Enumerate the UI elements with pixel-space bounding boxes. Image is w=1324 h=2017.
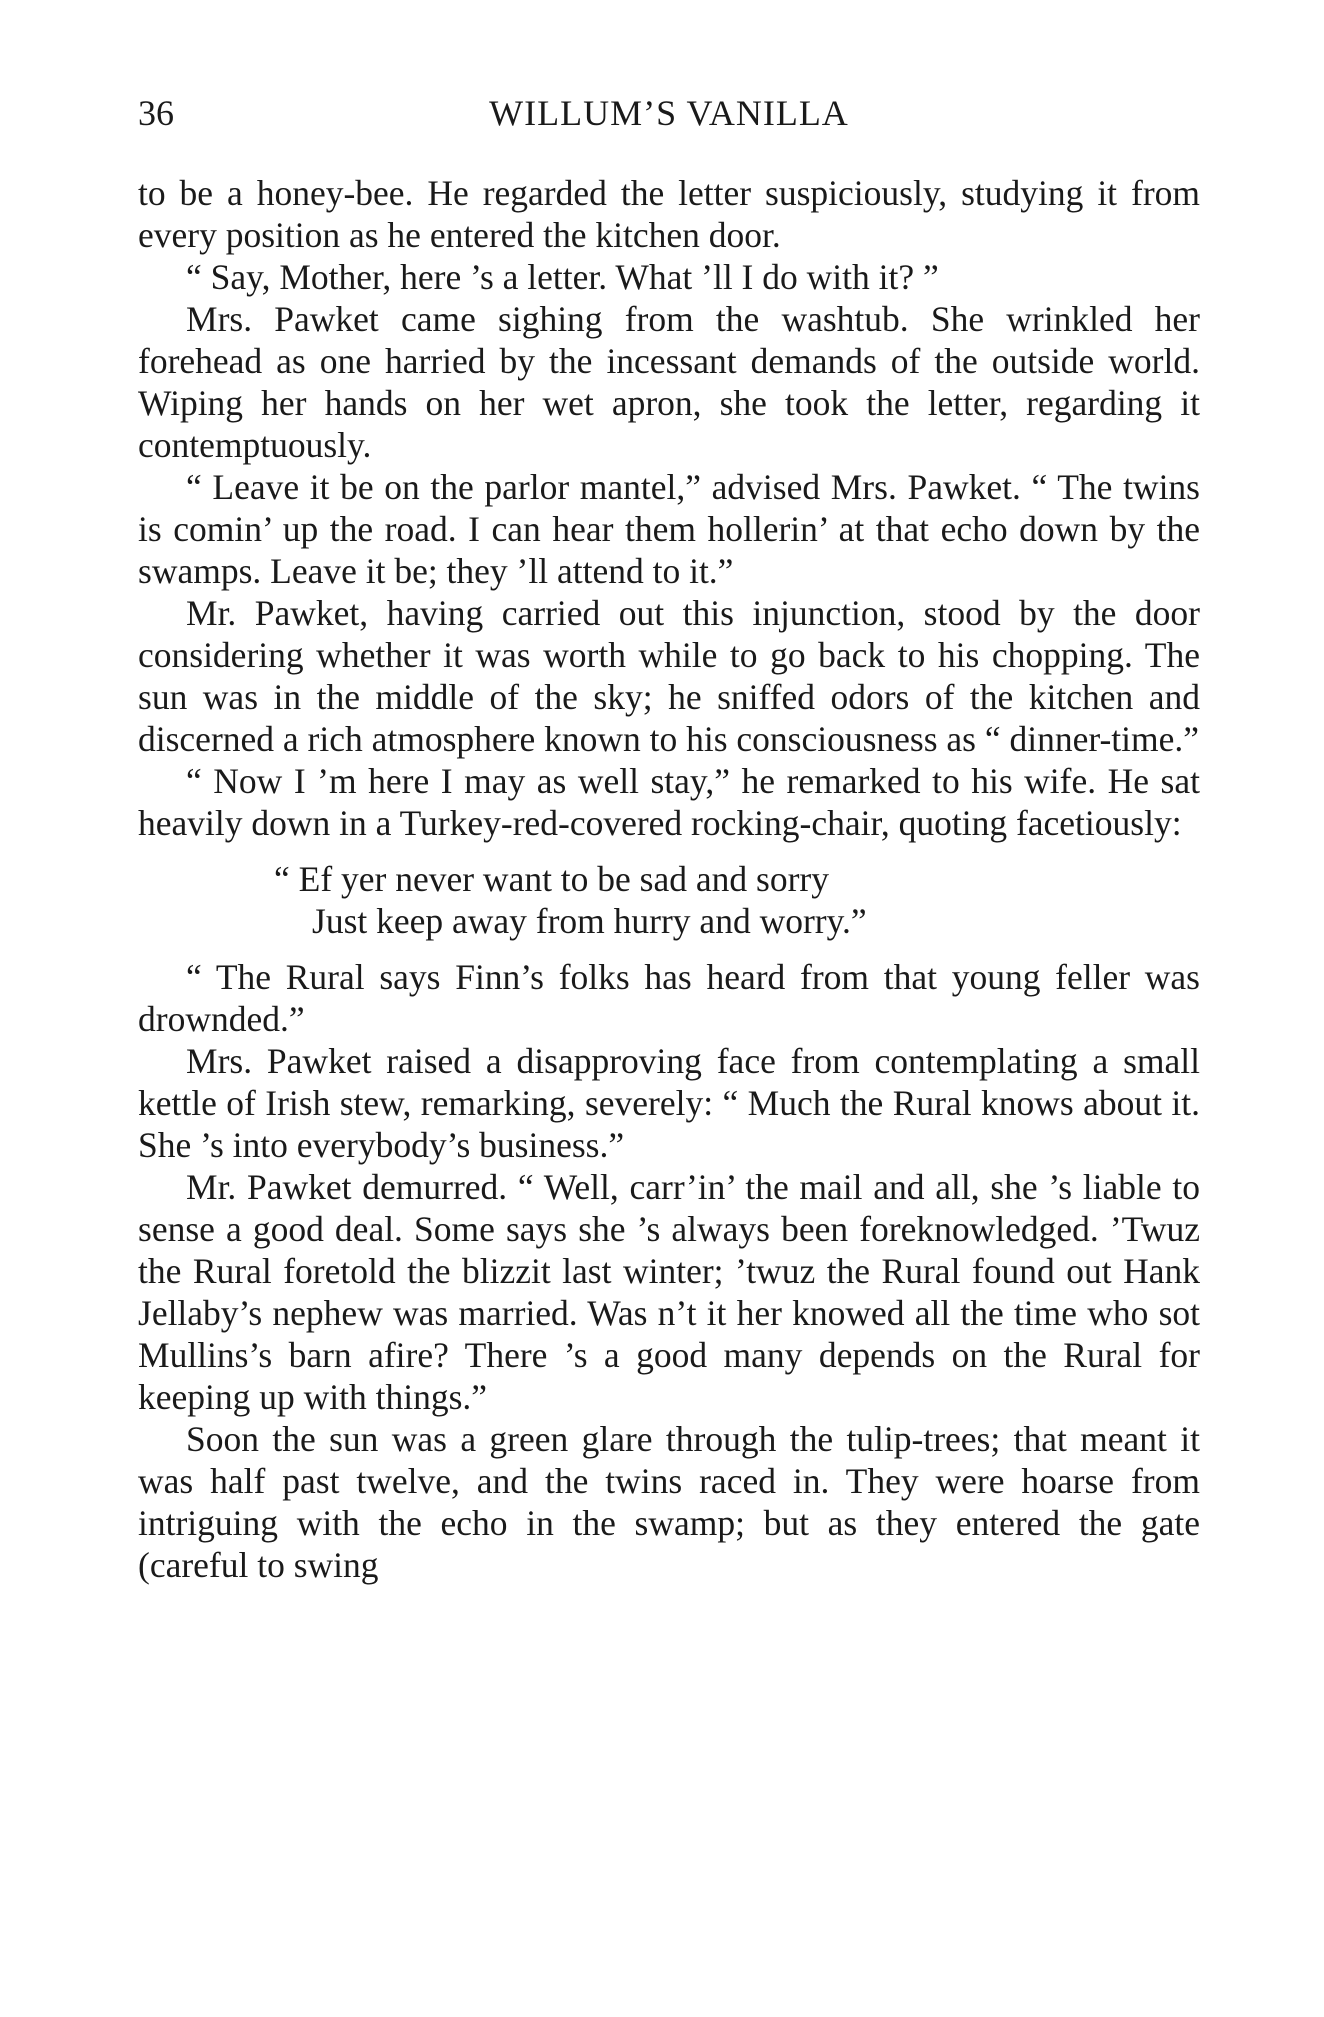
verse-line: Just keep away from hurry and worry.” bbox=[312, 901, 867, 941]
paragraph: to be a honey-bee. He regarded the letter suspiciously, studying it from every position as he entered the kitchen door. bbox=[138, 173, 1200, 255]
paragraph: Mrs. Pawket raised a disapproving face from contemplating a small kettle of Irish stew, remarking, severely: “ Much the Rural knows about it. She ’s into everybody’s business.” bbox=[138, 1041, 1200, 1165]
running-title: WILLUM’S VANILLA bbox=[489, 93, 849, 133]
page-header bbox=[138, 92, 1200, 142]
paragraph: “ Say, Mother, here ’s a letter. What ’ll I do with it? ” bbox=[186, 257, 939, 297]
verse-line: “ Ef yer never want to be sad and sorry bbox=[274, 859, 829, 899]
paragraph: “ Leave it be on the parlor mantel,” advised Mrs. Pawket. “ The twins is comin’ up the road. I can hear them hollerin’ at that echo down by the swamps. Leave it be; they ’ll attend to it.” bbox=[138, 467, 1200, 591]
paragraph: Mr. Pawket demurred. “ Well, carr’in’ the mail and all, she ’s liable to sense a good deal. Some says she ’s always been foreknowledged. ’Twuz the Rural foretold the blizzit last winter; ’twuz the Rural found out Hank Jellaby’s nephew was married. Was n’t it her knowed all the time who sot Mullins’s barn afire? There ’s a good many depends on the Rural for keeping up with things.” bbox=[138, 1167, 1200, 1417]
page-number: 36 bbox=[138, 93, 174, 133]
paragraph: Soon the sun was a green glare through the tulip-trees; that meant it was half past twelve, and the twins raced in. They were hoarse from intriguing with the echo in the swamp; but as they entered the gate (careful to swing bbox=[138, 1419, 1200, 1585]
verse-quote bbox=[138, 858, 1200, 942]
paragraph: Mrs. Pawket came sighing from the washtub. She wrinkled her forehead as one harried by the incessant demands of the outside world. Wiping her hands on her wet apron, she took the letter, regarding it contemptuously. bbox=[138, 299, 1200, 465]
paragraph: Mr. Pawket, having carried out this injunction, stood by the door considering whether it was worth while to go back to his chopping. The sun was in the middle of the sky; he sniffed odors of the kitchen and discerned a rich atmosphere known to his consciousness as “ dinner-time.” bbox=[138, 593, 1200, 759]
body-text bbox=[138, 172, 1200, 1586]
paragraph: “ The Rural says Finn’s folks has heard from that young feller was drownded.” bbox=[138, 957, 1200, 1039]
paragraph: “ Now I ’m here I may as well stay,” he remarked to his wife. He sat heavily down in a Turkey-red-covered rocking-chair, quoting facetiously: bbox=[138, 761, 1200, 843]
